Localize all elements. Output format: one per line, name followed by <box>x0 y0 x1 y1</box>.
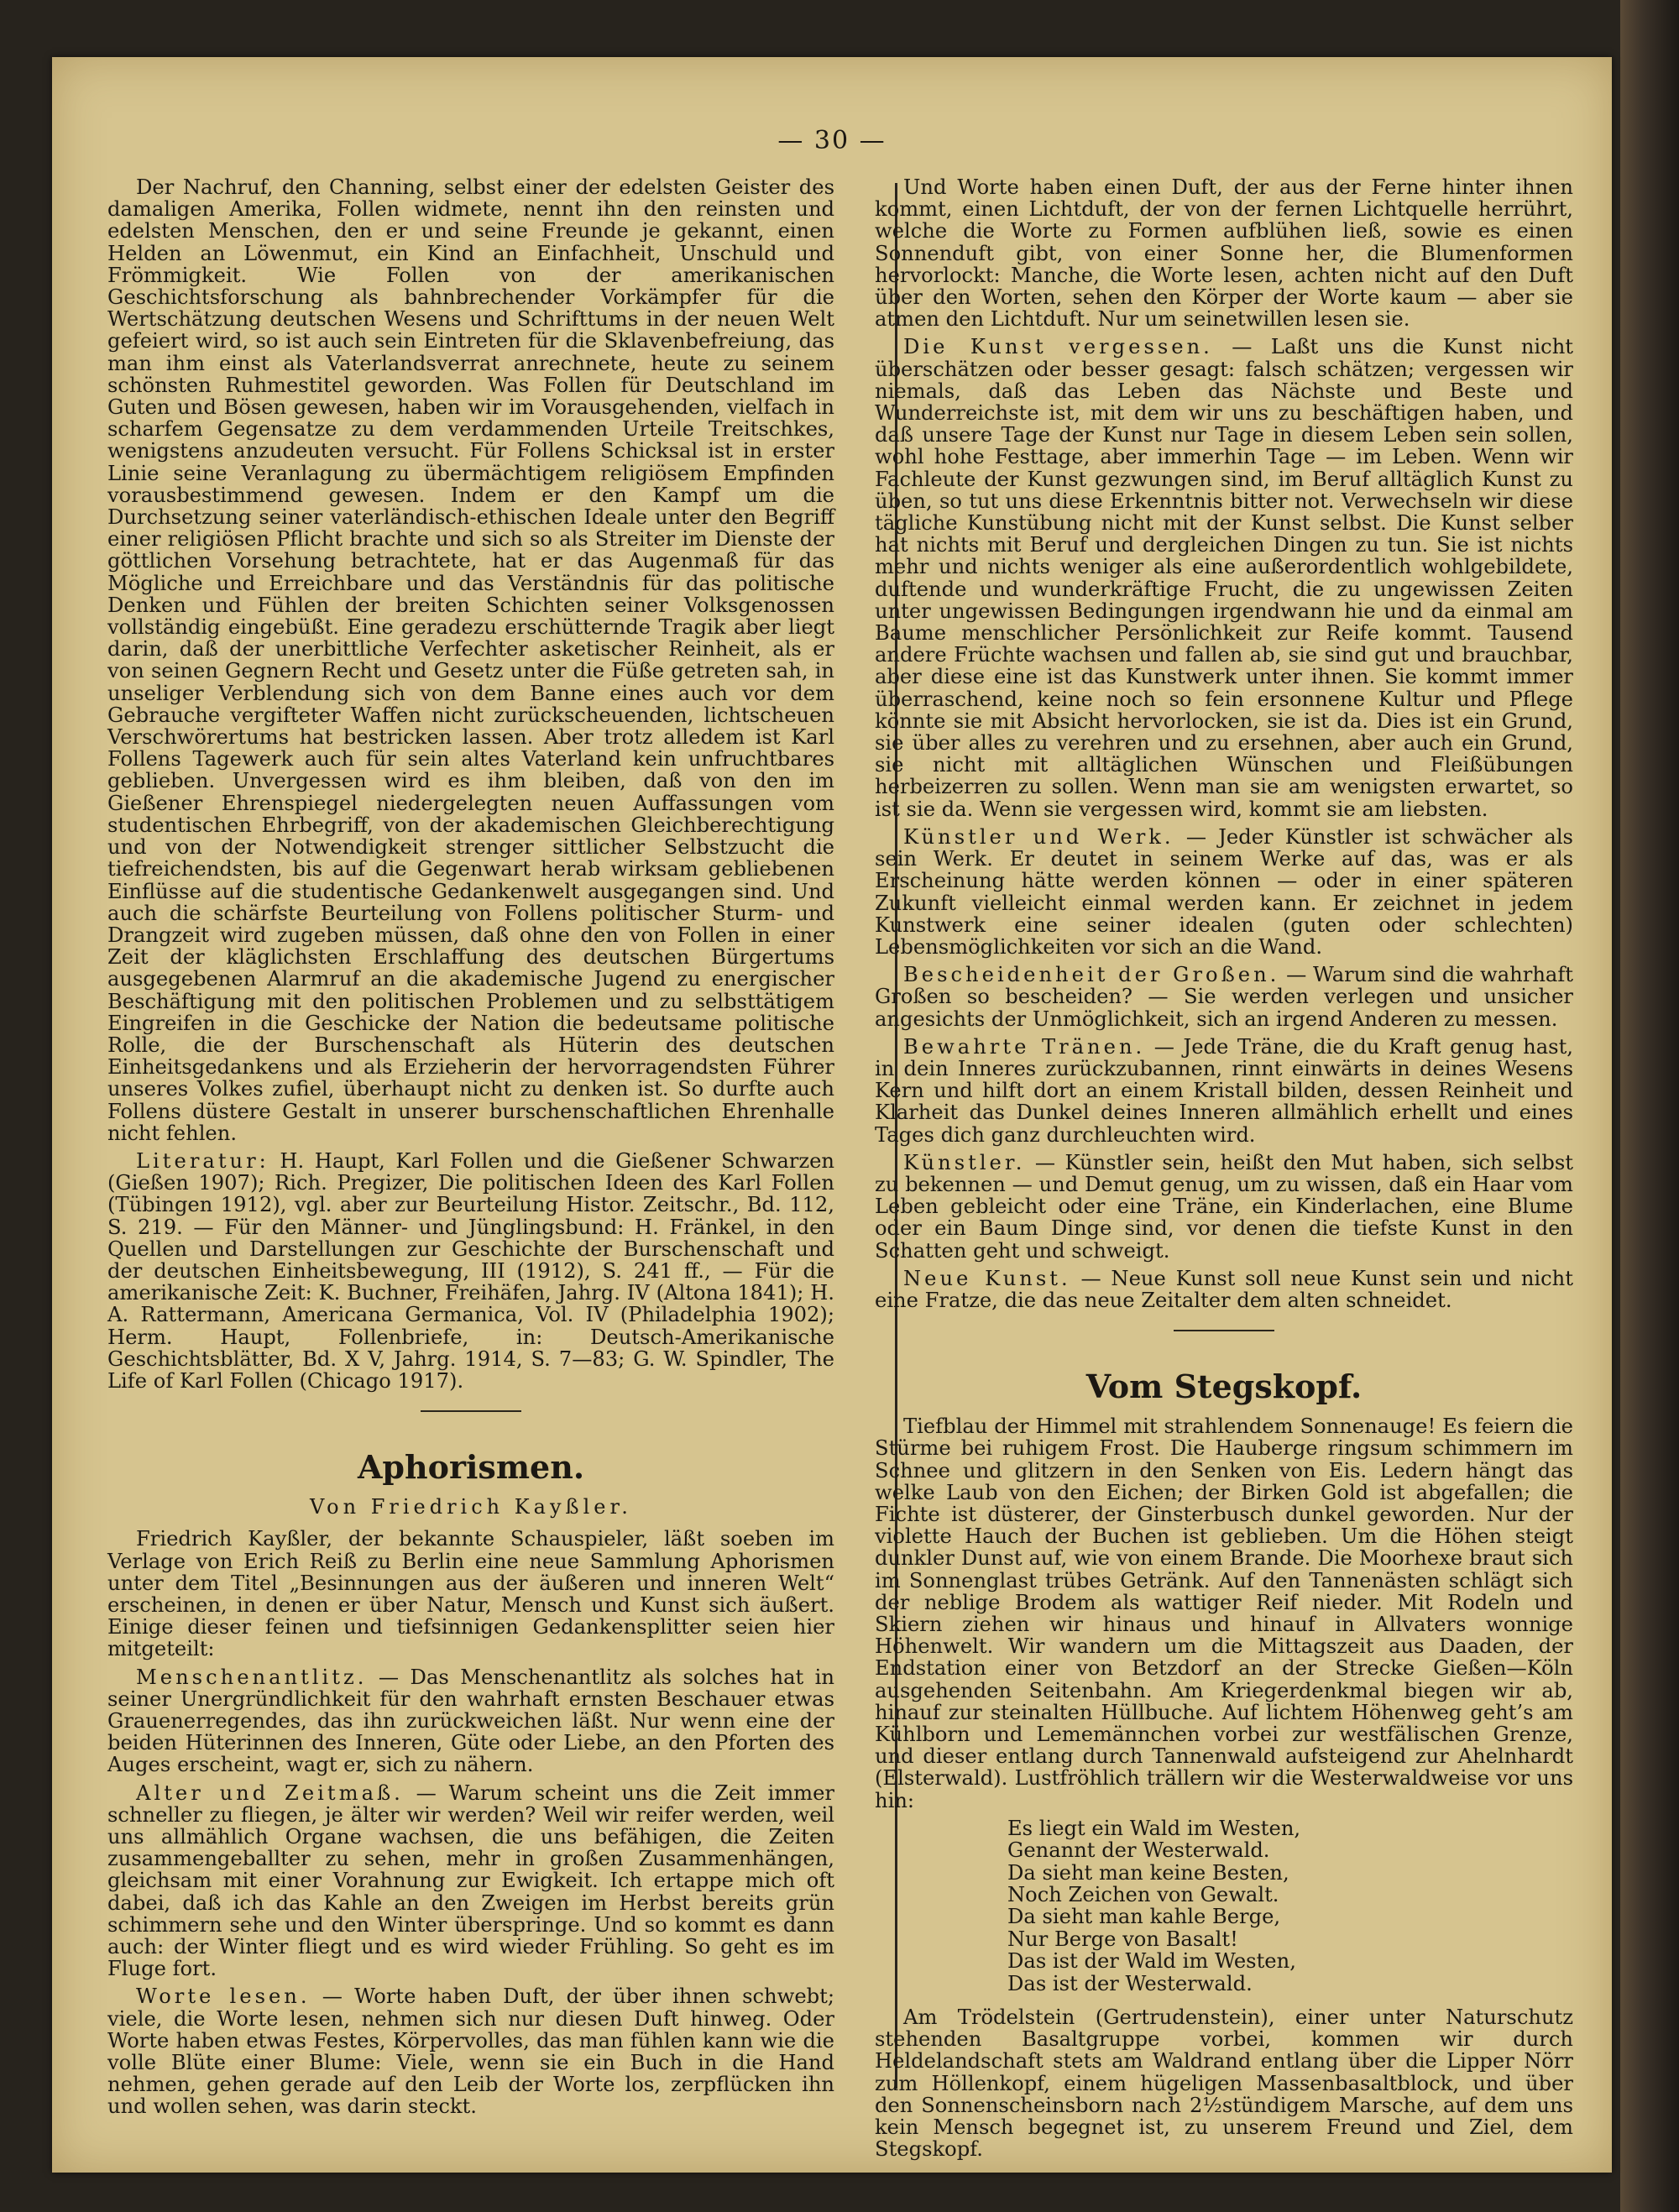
aphorism-text: — Jede Träne, die du Kraft genug hast, in dein Inneres zurückzubannen, rinnt einwärts in deines Wesens Kern und hilft dort an einem Kristall bilden, dessen Reinheit und Klarheit das Dunkel deines Inneren allmählich erhellt und eines Tages dich ganz durchleuchten wird. <box>875 1034 1573 1147</box>
aphorism-lead: Bescheidenheit der Großen. <box>903 963 1280 987</box>
stegskopf-paragraph-2: Am Trödelstein (Gertrudenstein), einer unter Naturschutz stehenden Basaltgruppe vorbei, kommen wir durch Heldelandschaft stets am Waldrand entlang über die Lipper Nörr zum Höllenkopf, einem hügeligen Massenbasaltblock, und über den Sonnenscheinsborn nach 2½stündigem Marsche, auf dem uns kein Mensch begegnet ist, zu unserem Freund und Ziel, dem Stegskopf. <box>875 2005 1573 2162</box>
book-page <box>52 57 1612 2173</box>
section-divider <box>1174 1330 1274 1331</box>
aphorism-lead: Bewahrte Tränen. <box>903 1034 1146 1059</box>
aphorism-worte-lesen <box>107 1985 834 2117</box>
aphorism-alter-und-zeitmass <box>107 1782 834 1980</box>
aphorism-text: — Neue Kunst soll neue Kunst sein und nicht eine Fratze, die das neue Zeitalter dem alten schneidet. <box>875 1266 1573 1312</box>
poem-line: Genannt der Westerwald. <box>1007 1838 1270 1863</box>
poem-line: Da sieht man kahle Berge, <box>1007 1905 1281 1929</box>
poem-line: Das ist der Westerwald. <box>1007 1971 1253 1995</box>
poem-line: Das ist der Wald im Westen, <box>1007 1949 1296 1974</box>
aphorism-lead: Menschenantlitz. <box>136 1665 368 1689</box>
aphorism-text: — Jeder Künstler ist schwächer als sein Werk. Er deutet in seinem Werke auf das, was er als Erscheinung hätte werden können — oder in einer späteren Zukunft vielleicht einmal werden kann. Er zeichnet in jedem Kunstwerk eine seiner idealen (guten oder schlechten) Lebensmöglichkeiten vor sich an die Wand. <box>875 824 1573 959</box>
literatur-paragraph <box>107 1150 834 1392</box>
aphorism-bewahrte-traenen <box>875 1036 1573 1146</box>
aphorism-lead: Worte lesen. <box>136 1985 311 2009</box>
stegskopf-heading: Vom Stegskopf. <box>1085 1367 1363 1406</box>
aphorism-text: — Laßt uns die Kunst nicht überschätzen oder besser gesagt: falsch schätzen; vergessen wir niemals, daß das Leben das Nächste und Beste und Wunderreichste ist, mit dem wir uns zu beschäftigen haben, und daß unsere Tage der Kunst nur Tage in diesem Leben sein sollen, wohl hohe Festtage, aber immerhin Tage — im Leben. Wenn wir Fachleute der Kunst gezwungen sind, im Beruf alltäglich Kunst zu üben, so tut uns diese Erkenntnis bitter not. Verwechseln wir diese tägliche Kunstübung nicht mit der Kunst selbst. Die Kunst selber hat nichts mit Beruf und dergleichen Dingen zu tun. Sie ist nichts mehr und nichts weniger als eine außerordentlich wohlgebildete, duftende und wunderkräftige Frucht, die zu ungewissen Zeiten unter ungewissen Bedingungen irgendwann hie und da einmal am Baume menschlicher Persönlichkeit zur Reife kommt. Tausend andere Früchte wachsen und fallen ab, sie sind gut und brauchbar, aber diese eine ist das Kunstwerk unter ihnen. Sie kommt immer überraschend, keine noch so fein ersonnene Kultur und Pflege könnte sie mit Absicht hervorlocken, sie ist da. Dies ist ein Grund, sie über alles zu verehren und zu ersehnen, aber auch ein Grund, sie nicht mit alltäglichen Wünschen und Fleißübungen herbeizerren zu sollen. Wenn man sie am wenigsten erwartet, so ist sie da. Wenn sie vergessen wird, kommt sie am liebsten. <box>875 335 1573 821</box>
aphorism-text: — Warum sind die wahrhaft Großen so bescheiden? — Sie werden verlegen und unsicher angesichts der Unmöglichkeit, sich an irgend Anderen zu messen. <box>875 963 1573 1031</box>
aphorism-neue-kunst <box>875 1268 1573 1311</box>
follen-paragraph: Der Nachruf, den Channing, selbst einer der edelsten Geister des damaligen Amerika, Follen widmete, nennt ihn den reinsten und edelsten Menschen, den er und seine Freunde je gekannt, einen Helden an Löwenmut, ein Kind an Einfachheit, Unschuld und Frömmigkeit. Wie Follen von der amerikanischen Geschichtsforschung als bahnbrechender Vorkämpfer für die Wertschätzung deutschen Wesens und Schrifttums in der neuen Welt gefeiert wird, so ist auch sein Eintreten für die Sklavenbefreiung, das man ihm einst als Vaterlandsverrat anrechnete, heute zu seinem schönsten Ruhmestitel geworden. Was Follen für Deutschland im Guten und Bösen gewesen, haben wir im Vorausgehenden, vielfach in scharfem Gegensatze zu dem verdammenden Urteile Treitschkes, wenigstens anzudeuten versucht. Für Follens Schicksal ist in erster Linie seine Veranlagung zu übermächtigem religiösem Empfinden vorausbestimmend gewesen. Indem er den Kampf um die Durchsetzung seiner vaterländisch-ethischen Ideale unter den Begriff einer religiösen Pflicht brachte und sich so als Streiter im Dienste der göttlichen Vorsehung betrachtete, hat er das Augenmaß für das Mögliche und Erreichbare und das Verständnis für das politische Denken und Fühlen der breiten Schichten seiner Volksgenossen vollständig eingebüßt. Eine geradezu erschütternde Tragik aber liegt darin, daß der unerbittliche Verfechter asketischer Reinheit, als er von seinen Gegnern Recht und Gesetz unter die Füße getreten sah, in unseliger Verblendung sich von dem Banne eines auch vor dem Gebrauche vergifteter Waffen nicht zurückscheuenden, lichtscheuen Verschwörertums hat bestricken lassen. Aber trotz alledem ist Karl Follens Tagewerk auch für sein altes Vaterland kein unfruchtbares geblieben. Unvergessen wird es ihm bleiben, daß von den im Gießener Ehrenspiegel niedergelegten neuen Auffassungen vom studentischen Ehrbegriff, von der akademischen Gleichberechtigung und von der Notwendigkeit strenger sittlicher Selbstzucht die tiefreichendsten, bis auf die Gegenwart herab wirksam gebliebenen Einflüsse auf die studentische Gedankenwelt ausgegangen sind. Und auch die schärfste Beurteilung von Follens politischer Sturm- und Drangzeit wird zugeben müssen, daß ohne den von Follen in einer Zeit der kläglichsten Erschlaffung des deutschen Bürgertums ausgegebenen Alarmruf an die akademische Jugend zu energischer Beschäftigung mit den politischen Problemen und zu selbsttätigem Eingreifen in die Geschicke der Nation die bedeutsame politische Rolle, die der Burschenschaft als Hüterin des deutschen Einheitsgedankens und als Erzieherin der hervorragendsten Führer unseres Volkes zufiel, überhaupt nicht zu denken ist. So durfte auch Follens düstere Gestalt in unserer burschenschaftlichen Ehrenhalle nicht fehlen. <box>107 175 834 1145</box>
section-divider <box>421 1410 521 1412</box>
stegskopf-paragraph-1: Tiefblau der Himmel mit strahlendem Sonnenauge! Es feiern die Stürme bei ruhigem Frost. Die Hauberge ringsum schimmern im Schnee und glitzern in den Senken von Eis. Ledern hängt das welke Laub von den Eichen; der Birken Gold ist abgefallen; die Fichte ist düsterer, der Ginsterbusch dunkel geworden. Nur der violette Hauch der Buchen ist geblieben. Um die Höhen steigt dunkler Dunst auf, wie von einem Brande. Die Moorhexe braut sich im Sonnenglast trübes Getränk. Auf den Tannenästen schlägt sich der neblige Brodem als wattiger Reif nieder. Mit Rodeln und Skiern ziehen wir hinaus und hinauf in Allvaters wonnige Höhenwelt. Wir wandern um die Mittagszeit aus Daaden, der Endstation einer von Betzdorf an der Strecke Gießen—Köln ausgehenden Seitenbahn. Am Kriegerdenkmal biegen wir ab, hinauf zur steinalten Hüllbuche. Auf lichtem Höhenweg geht’s am Kühlborn und Lememännchen vorbei zur westfälischen Grenze, und dieser entlang durch Tannenwald aufsteigend zur Ahelnhardt (Elsterwald). Lustfröhlich trällern wir die Westerwaldweise vor uns hin: <box>875 1415 1573 1812</box>
westerwald-poem <box>1007 1817 1573 1995</box>
aphorismen-author: Von Friedrich Kayßler. <box>310 1495 632 1519</box>
poem-line: Noch Zeichen von Gewalt. <box>1007 1883 1279 1907</box>
aphorism-kunst-vergessen <box>875 336 1573 819</box>
right-column <box>875 176 1573 2166</box>
poem-line: Nur Berge von Basalt! <box>1007 1927 1238 1951</box>
aphorism-lead: Die Kunst vergessen. <box>903 335 1213 359</box>
aphorism-text: — Das Menschenantlitz als solches hat in seiner Unergründlichkeit für den wahrhaft ernsten Beschauer etwas Grauenerregendes, das ihn zurückweichen läßt. Nur wenn eine der beiden Hüterinnen des Inneren, Güte oder Liebe, an den Pforten des Auges erscheint, wagt er, sich zu nähern. <box>107 1665 834 1777</box>
aphorism-lead: Künstler. <box>903 1150 1026 1174</box>
aphorism-lead: Künstler und Werk. <box>903 824 1174 849</box>
page-number: — 30 — <box>777 126 887 155</box>
aphorism-lead: Alter und Zeitmaß. <box>136 1781 404 1805</box>
aphorismen-intro: Friedrich Kayßler, der bekannte Schauspieler, läßt soeben im Verlage von Erich Reiß zu Berlin eine neue Sammlung Aphorismen unter dem Titel „Besinnungen aus der äußeren und inneren Welt“ erscheinen, in denen er über Natur, Mensch und Kunst sich äußert. Einige dieser feinen und tiefsinnigen Gedankensplitter seien hier mitgeteilt: <box>107 1527 834 1661</box>
aphorism-text: — Worte haben Duft, der über ihnen schwebt; viele, die Worte lesen, nehmen sich nur diesen Duft hinweg. Oder Worte haben etwas Festes, Körpervolles, das man fühlen kann wie die volle Blüte einer Blume: Viele, wenn sie ein Buch in die Hand nehmen, gehen gerade auf den Leib der Worte los, zerpflücken ihn und wollen sehen, was darin steckt. <box>107 1985 835 2119</box>
literatur-lead: Literatur: <box>136 1148 269 1173</box>
aphorism-menschenantlitz <box>107 1666 834 1776</box>
aphorism-worte-lesen-continued: Und Worte haben einen Duft, der aus der Ferne hinter ihnen kommt, einen Lichtduft, der von der fernen Lichtquelle herrührt, welche die Worte zu Formen aufblühen ließ, sowie es einen Sonnenduft gibt, von einer Sonne her, die Blumenformen hervorlockt: Manche, die Worte lesen, achten nicht auf den Duft über den Worten, sehen den Körper der Worte kaum — aber sie atmen den Lichtduft. Nur um seinetwillen lesen sie. <box>875 175 1573 332</box>
left-column <box>107 176 834 2124</box>
book-edge <box>1620 0 1679 2212</box>
aphorism-kuenstler <box>875 1152 1573 1262</box>
aphorism-text: — Warum scheint uns die Zeit immer schneller zu fliegen, je älter wir werden? Weil wir reifer werden, weil uns allmählich Organe wachsen, die uns befähigen, die Zeiten zusammengeballter zu sehen, mehr in großen Zusammenhängen, gleichsam mit einer Vorahnung zur Ewigkeit. Ich ertappe mich oft dabei, daß ich das Kahle an den Zweigen im Herbst bereits grün schimmern sehe und den Winter überspringe. Und so kommt es dann auch: der Winter fliegt und es wird wieder Frühling. So geht es im Fluge fort. <box>107 1781 834 1981</box>
aphorism-lead: Neue Kunst. <box>903 1266 1071 1290</box>
aphorism-bescheidenheit <box>875 964 1573 1030</box>
poem-line: Es liegt ein Wald im Westen, <box>1007 1816 1301 1840</box>
poem-line: Da sieht man keine Besten, <box>1007 1860 1289 1885</box>
aphorismen-heading: Aphorismen. <box>357 1448 585 1487</box>
aphorism-text: — Künstler sein, heißt den Mut haben, sich selbst zu bekennen — und Demut genug, um zu wissen, daß ein Haar vom Leben gebleicht oder eine Träne, ein Kinderlachen, eine Blume oder ein Baum Dinge sind, vor denen die tiefste Kunst in den Schatten geht und schweigt. <box>875 1150 1573 1263</box>
aphorism-kuenstler-und-werk <box>875 826 1573 958</box>
literatur-text: H. Haupt, Karl Follen und die Gießener Schwarzen (Gießen 1907); Rich. Pregizer, Die politischen Ideen des Karl Follen (Tübingen 1912), vgl. aber zur Beurteilung Histor. Zeitschr., Bd. 112, S. 219. — Für den Männer- und Jünglingsbund: H. Fränkel, in den Quellen und Darstellungen zur Geschichte der Burschenschaft und der deutschen Einheitsbewegung, III (1912), S. 241 ff., — Für die amerikanische Zeit: K. Buchner, Freihäfen, Jahrg. IV (Altona 1841); H. A. Rattermann, Americana Germanica, Vol. IV (Philadelphia 1902); Herm. Haupt, Follenbriefe, in: Deutsch-Amerikanische Geschichtsblätter, Bd. X V, Jahrg. 1914, S. 7—83; G. W. Spindler, The Life of Karl Follen (Chicago 1917). <box>107 1148 834 1393</box>
